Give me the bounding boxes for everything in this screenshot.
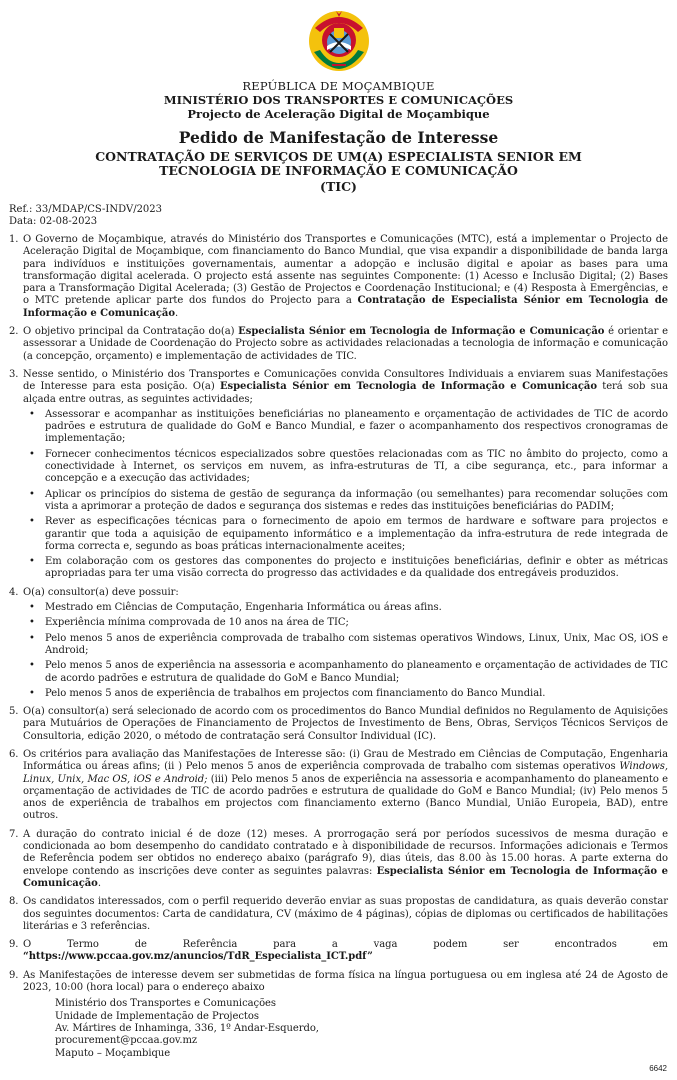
- address-line: Maputo – Moçambique: [55, 1047, 171, 1059]
- address-line: Av. Mártires de Inhaminga, 336, 1º Andar-Esquerdo,: [55, 1022, 319, 1034]
- list-item: • Rever as especificações técnicas para o fornecimento de apoio em termos de hardware e software para projectos e garantir que toda a aquisição de equipamento informático e a implementação da infra-estrutura de rede integrada de forma correcta e, segundo as boas práticas internacionalmente aceites;: [23, 516, 668, 553]
- list-item: • Assessorar e acompanhar as instituições beneficiárias no planeamento e orçamentação de actividades de TIC de acordo padrões e estrutura de qualidade do GoM e Banco Mundial, e fazer o acompanhamento dos respectivos cronogramas de implementação;: [23, 409, 668, 446]
- bullet-icon: •: [29, 556, 35, 568]
- paragraph-emphasis: Especialista Sénior em Tecnologia de Informação e Comunicação: [238, 326, 605, 338]
- paragraph-number: 6.: [9, 748, 19, 760]
- paragraph-6: [9, 749, 668, 823]
- paragraph-emphasis: Contratação de Especialista Sénior em Tecnologia de Informação e Comunicação: [23, 295, 668, 319]
- reference-number: Ref.: 33/MDAP/CS-INDV/2023: [9, 204, 163, 215]
- document-title: Pedido de Manifestação de Interesse: [178, 128, 499, 147]
- paragraph-number: 9.: [9, 939, 19, 951]
- paragraph-1: [9, 234, 668, 320]
- paragraph-text: Os critérios para avaliação das Manifestações de Interesse são: (i) Grau de Mestrado em Ciências de Computação, Engenharia Informática ou áreas afins; (ii ) Pelo menos 5 anos de experiência comprovada de trabalho com sistemas operativos: [23, 748, 668, 773]
- paragraph-4: [9, 587, 668, 700]
- paragraph-9: [9, 939, 668, 964]
- list-item: • Fornecer conhecimentos técnicos especializados sobre questões relacionadas com as TIC no âmbito do projecto, como a conectividade à Internet, os serviços em nuvem, as infra-estruturas de TI, a cibe segurança, etc., para informar a concepção e a execução das actividades;: [23, 449, 668, 486]
- paragraph-number: 1.: [9, 234, 19, 245]
- document-body: [9, 234, 668, 1060]
- paragraph-text: As Manifestações de interesse devem ser submetidas de forma física na língua portuguesa ou em inglesa até 24 de Agosto de 2023, 10:00 (hora local) para o endereço abaixo: [23, 969, 668, 994]
- paragraph-text: O(a) consultor(a) deve possuir:: [23, 586, 179, 598]
- ministry-heading: MINISTÉRIO DOS TRANSPORTES E COMUNICAÇÕES: [163, 93, 514, 107]
- bullet-icon: •: [29, 448, 35, 460]
- bullet-icon: •: [29, 660, 35, 672]
- paragraph-text: terá sob sua alçada entre outras, as seguintes actividades;: [23, 381, 668, 405]
- bullet-icon: •: [29, 488, 35, 500]
- document-date: Data: 02-08-2023: [9, 216, 98, 227]
- document-abbreviation: (TIC): [320, 179, 357, 194]
- bullet-icon: •: [29, 632, 35, 644]
- paragraph-end: .: [97, 877, 101, 889]
- paragraph-number: 5.: [9, 706, 19, 718]
- paragraph-5: [9, 706, 668, 743]
- paragraph-italic: Windows, Linux, Unix, Mac OS, iOS e Android;: [23, 761, 668, 785]
- paragraph-8: [9, 896, 668, 933]
- republic-heading: REPÚBLICA DE MOÇAMBIQUE: [242, 79, 435, 93]
- paragraph-emphasis: Especialista Sénior em Tecnologia de Informação e Comunicação: [23, 865, 668, 889]
- list-item: • Experiência mínima comprovada de 10 anos na área de TIC;: [23, 617, 668, 629]
- paragraph-text: O Termo de Referência para a vaga podem ser encontrados em: [23, 939, 668, 951]
- bullet-icon: •: [29, 617, 35, 629]
- address-line: Ministério dos Transportes e Comunicações: [55, 998, 277, 1010]
- list-item: • Em colaboração com os gestores das componentes do projecto e instituições beneficiárias, definir e obter as métricas apropriadas para ter uma visão correcta do progresso das actividades e da qualidade dos entregáveis produzidos.: [23, 556, 668, 581]
- document-subtitle: CONTRATAÇÃO DE SERVIÇOS DE UM(A) ESPECIALISTA SENIOR EM TECNOLOGIA DE INFORMAÇÃO E COMUNICAÇÃO: [95, 149, 582, 178]
- paragraph-text: A duração do contrato inicial é de doze (12) meses. A prorrogação será por períodos sucessivos de mesma duração e condicionada ao bom desempenho do candidato contratado e à disponibilidade de recursos. Informações adicionais e Termos de Referência podem ser obtidos no endereço abaixo (parágrafo 9), dias úteis, das 8.00 às 15.00 horas. A parte externa do envelope contendo as inscrições deve conter as seguintes palavras:: [23, 828, 668, 877]
- paragraph-10: [9, 970, 668, 995]
- list-item: • Mestrado em Ciências de Computação, Engenharia Informática ou áreas afins.: [23, 602, 668, 614]
- address-email[interactable]: procurement@pccaa.gov.mz: [55, 1035, 198, 1047]
- bullet-icon: •: [29, 687, 35, 699]
- mozambique-emblem-icon: [306, 8, 372, 72]
- paragraph-number: 2.: [9, 326, 19, 338]
- paragraph-text: O objetivo principal da Contratação do(a): [23, 326, 239, 338]
- list-item: • Pelo menos 5 anos de experiência comprovada de trabalho com sistemas operativos Windows, Linux, Unix, Mac OS, iOS e Android;: [23, 633, 668, 658]
- paragraph-3: [9, 369, 668, 581]
- terms-of-reference-link[interactable]: “https://www.pccaa.gov.mz/anuncios/TdR_Especialista_ICT.pdf”: [23, 951, 373, 963]
- paragraph-text: é orientar e assessorar a Unidade de Coordenação do Projecto sobre as actividades relacionadas a tecnologia de informação e comunicação (a concepção, orçamento) e implementação de actividades de TIC.: [23, 326, 668, 362]
- paragraph-emphasis: Especialista Sénior em Tecnologia de Informação e Comunicação: [219, 381, 597, 393]
- paragraph-text: Nesse sentido, o Ministério dos Transportes e Comunicações convida Consultores Individuais a enviarem suas Manifestações de Interesse para esta posição. O(a): [23, 368, 668, 393]
- paragraph-number: 9.: [9, 969, 19, 981]
- project-heading: Projecto de Aceleração Digital de Moçambique: [187, 107, 490, 121]
- paragraph-number: 8.: [9, 896, 19, 908]
- list-item: • Pelo menos 5 anos de experiência de trabalhos em projectos com financiamento do Banco Mundial.: [23, 688, 668, 700]
- paragraph-2: [9, 326, 668, 363]
- list-item: • Pelo menos 5 anos de experiência na assessoria e acompanhamento do planeamento e orçamentação de actividades de TIC de acordo padrões e estrutura de qualidade do GoM e Banco Mundial;: [23, 660, 668, 685]
- bullet-icon: •: [29, 602, 35, 614]
- bullet-icon: •: [29, 516, 35, 528]
- paragraph-number: 3.: [9, 368, 19, 380]
- paragraph-number: 7.: [9, 828, 19, 840]
- submission-address: [55, 998, 668, 1059]
- paragraph-7: [9, 829, 668, 890]
- paragraph-text: O(a) consultor(a) será selecionado de acordo com os procedimentos do Banco Mundial definidos no Regulamento de Aquisições para Mutuários de Operações de Financiamento de Projectos de Investimento de Bens, Obras, Serviços Técnicos Serviços de Consultoria, edição 2020, o método de contratação será Consultor Individual (IC).: [23, 706, 668, 742]
- paragraph-text: Os candidatos interessados, com o perfil requerido deverão enviar as suas propostas de candidatura, as quais deverão constar dos seguintes documentos: Carta de candidatura, CV (máximo de 4 páginas), cópias de diplomas ou certificados de habilitações literárias e 3 referências.: [23, 896, 668, 932]
- list-item: • Aplicar os princípios do sistema de gestão de segurança da informação (ou semelhantes) para recomendar soluções com vista a aprimorar a proteção de dados e segurança dos sistemas e redes das instituições beneficiárias do PADIM;: [23, 489, 668, 514]
- bullet-icon: •: [29, 408, 35, 420]
- paragraph-text: (iii) Pelo menos 5 anos de experiência na assessoria e acompanhamento do planeamento e orçamentação de actividades de TIC de acordo padrões e estrutura de qualidade do GoM e Banco Mundial; (iv) Pelo menos 5 anos de experiência de trabalhos em projectos com financiamento externo (Banco Mundial, União Europeia, BAD), entre outros.: [23, 773, 668, 822]
- paragraph-end: .: [174, 307, 179, 319]
- paragraph-number: 4.: [9, 586, 19, 598]
- address-line: Unidade de Implementação de Projectos: [55, 1010, 259, 1022]
- footer-code: 6642: [649, 1064, 667, 1073]
- paragraph-text: O Governo de Moçambique, através do Ministério dos Transportes e Comunicações (MTC), está a implementar o Projecto de Aceleração Digital de Moçambique, com financiamento do Banco Mundial, que visa expandir a disponibilidade de banda larga para indivíduos e instituições governamentais, aumentar a adopção e inclusão digital e apoiar as bases para uma transformação digital acelerada. O projecto está assente nas seguintes Componente: (1) Acesso e Inclusão Digital; (2) Bases para a Transformação Digital Acelerada; (3) Gestão de Projectos e Coordenação Institucional; e (4) Resposta à Emergências, e o MTC pretende aplicar parte dos fundos do Projecto para a: [23, 234, 668, 307]
